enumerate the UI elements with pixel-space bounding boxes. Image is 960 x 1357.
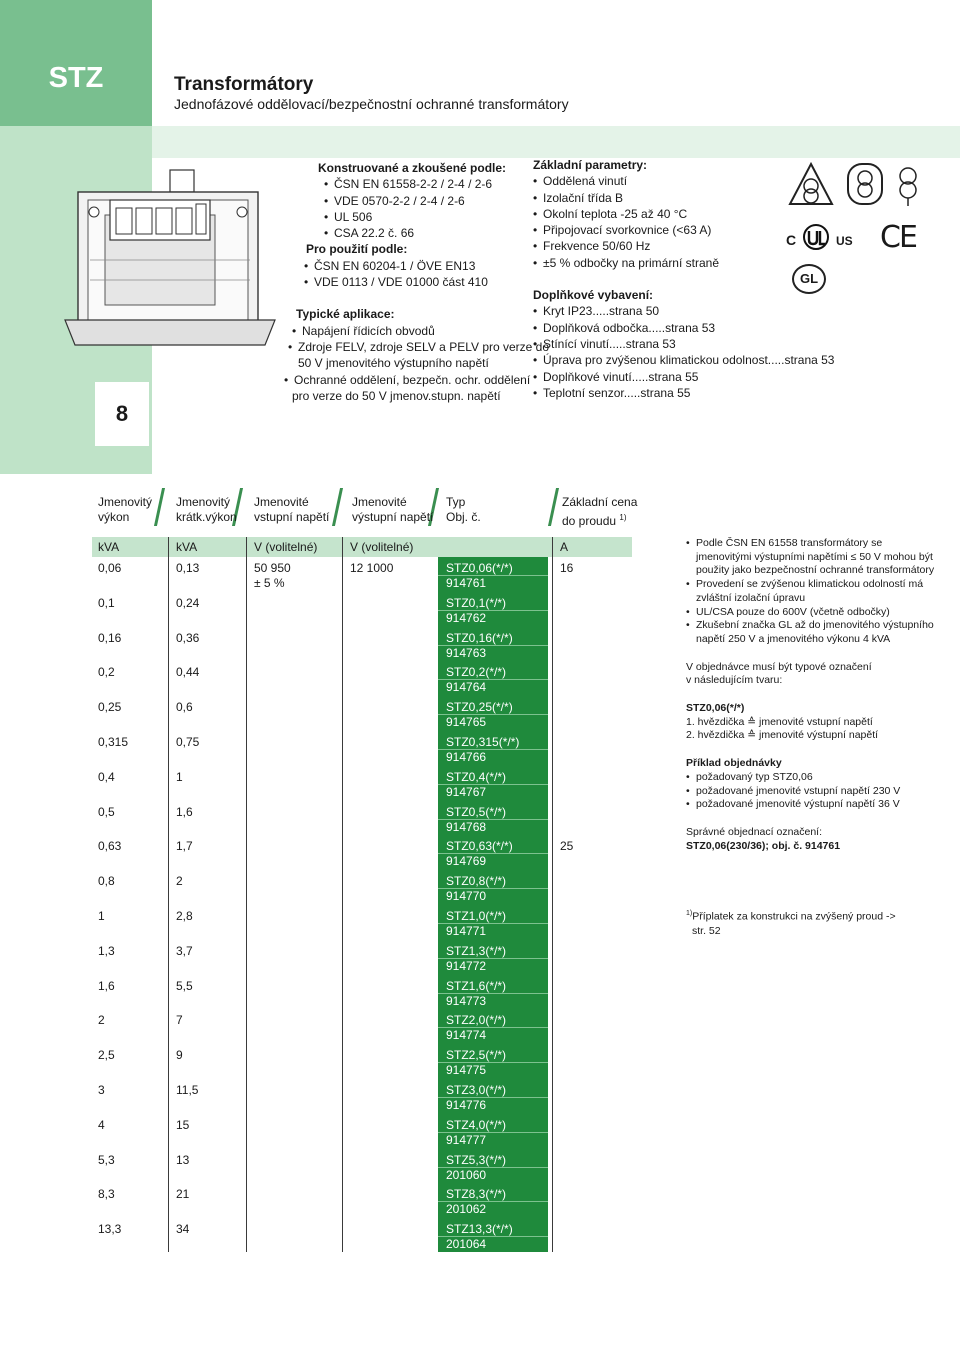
list-item: • Připojovací svorkovnice (<63 A) [533, 222, 834, 238]
column-line [342, 537, 343, 1252]
type-cell: STZ0,4(*/*) [446, 770, 507, 784]
short-power-cell: 1 [176, 770, 183, 784]
list-item: • Ochranné oddělení, bezpečn. ochr. oddělení [284, 372, 549, 388]
list-item: • ±5 % odbočky na primární straně [533, 255, 834, 271]
power-cell: 5,3 [98, 1153, 115, 1167]
type-separator [438, 993, 548, 994]
applications-list-2 [284, 372, 549, 388]
type-cell: STZ1,0(*/*) [446, 909, 507, 923]
order-number-cell: 914767 [446, 785, 487, 799]
short-power-cell: 5,5 [176, 979, 193, 993]
order-number-cell: 914763 [446, 646, 487, 660]
unit-cell: kVA [98, 540, 120, 554]
header-line: do proudu [562, 514, 617, 528]
correct-label: Správné objednací označení: [686, 825, 823, 838]
short-power-cell: 2 [176, 874, 183, 888]
type-cell: STZ0,25(*/*) [446, 700, 513, 714]
type-cell: STZ1,6(*/*) [446, 979, 507, 993]
list-item: • Napájení řídicích obvodů [292, 323, 549, 339]
order-number-cell: 201060 [446, 1168, 487, 1182]
short-power-cell: 9 [176, 1048, 183, 1062]
type-cell: STZ0,1(*/*) [446, 596, 507, 610]
list-item: • ČSN EN 61558-2-2 / 2-4 / 2-6 [324, 176, 549, 192]
col-header-type [446, 495, 481, 525]
cul-us-label: US [836, 234, 853, 248]
footnote-text: str. 52 [692, 924, 721, 937]
order-number-cell: 914777 [446, 1133, 487, 1147]
type-cell: STZ5,3(*/*) [446, 1153, 507, 1167]
footnote-text: Příplatek za konstrukci na zvýšený proud -> [692, 910, 896, 923]
order-number-cell: 201062 [446, 1202, 487, 1216]
type-cell: STZ0,16(*/*) [446, 631, 513, 645]
type-separator [438, 853, 548, 854]
unit-cell: A [560, 540, 569, 554]
order-number-cell: 914772 [446, 959, 487, 973]
type-cell: STZ4,0(*/*) [446, 1118, 507, 1132]
header-line: Jmenovité [352, 495, 407, 509]
power-cell: 4 [98, 1118, 105, 1132]
order-number-cell: 914762 [446, 611, 487, 625]
short-power-cell: 13 [176, 1153, 190, 1167]
example-item: • požadovaný typ STZ0,06 [686, 771, 936, 785]
type-cell: STZ1,3(*/*) [446, 944, 507, 958]
cul-c-label: C [786, 232, 797, 248]
order-number-cell: 914765 [446, 715, 487, 729]
chapter-number: 8 [95, 382, 149, 446]
power-cell: 3 [98, 1083, 105, 1097]
column-line [552, 537, 553, 1252]
example-heading: Příklad objednávky [686, 757, 782, 770]
power-cell: 0,63 [98, 839, 122, 853]
power-cell: 1 [98, 909, 105, 923]
order-number-cell: 914771 [446, 924, 487, 938]
type-cell: STZ0,5(*/*) [446, 805, 507, 819]
order-number-cell: 914774 [446, 1028, 487, 1042]
type-separator [438, 679, 548, 680]
basic-heading: Základní parametry: [533, 158, 648, 172]
transformer-image [60, 160, 280, 360]
list-item: • Izolační třída B [533, 190, 834, 206]
unit-cell: kVA [176, 540, 198, 554]
note-item: • Podle ČSN EN 61558 transformátory se jmenovitými výstupními napětími ≤ 50 V mohou být použity jako bezpečnostní ochranné transformátory [686, 537, 936, 578]
column-line [168, 537, 169, 1252]
type-cell: STZ13,3(*/*) [446, 1222, 513, 1236]
order-number-cell: 914761 [446, 576, 487, 590]
unit-cell: V (volitelné) [350, 540, 414, 554]
specs-left [292, 160, 550, 404]
short-power-cell: 1,6 [176, 805, 193, 819]
header-line: Jmenovité [254, 495, 309, 509]
list-item: • ČSN EN 60204-1 / ÖVE EN13 [304, 258, 549, 274]
header-line: Základní cena [562, 495, 638, 509]
type-separator [438, 645, 548, 646]
list-item: • Oddělená vinutí [533, 173, 834, 189]
list-item: • Doplňková odbočka.....strana 53 [533, 320, 834, 336]
short-power-cell: 1,7 [176, 839, 193, 853]
notes-list [686, 537, 936, 647]
order-number-cell: 914769 [446, 854, 487, 868]
type-separator [438, 575, 548, 576]
power-cell: 0,5 [98, 805, 115, 819]
header-line: Jmenovitý [98, 495, 153, 509]
col-header-price [562, 495, 637, 529]
type-cell: STZ0,2(*/*) [446, 665, 507, 679]
type-separator [438, 1062, 548, 1063]
type-separator [438, 958, 548, 959]
footnote-mark: 1) [686, 910, 693, 918]
list-item: • Zdroje FELV, zdroje SELV a PELV pro verze do [288, 339, 549, 355]
power-cell: 0,315 [98, 735, 129, 749]
example-item: • požadované jmenovité vstupní napětí 230 V [686, 785, 936, 799]
power-cell: 0,4 [98, 770, 115, 784]
ul-logo-icon [800, 224, 832, 250]
page-title: Transformátory [174, 74, 314, 95]
col-header-short-power [176, 495, 237, 525]
safety-transformer-symbols-icon [786, 160, 936, 210]
order-number-cell: 914776 [446, 1098, 487, 1112]
col-header-output-voltage [352, 495, 433, 525]
short-power-cell: 21 [176, 1187, 190, 1201]
constructed-list [300, 176, 549, 241]
note-item: • Zkušební značka GL až do jmenovitého výstupního napětí 250 V a jmenovitého výkonu 4 kVA [686, 619, 936, 646]
type-cell: STZ0,8(*/*) [446, 874, 507, 888]
unit-cell: V (volitelné) [254, 540, 318, 554]
price-cell: 25 [560, 839, 574, 853]
list-item: • Teplotní senzor.....strana 55 [533, 385, 834, 401]
applications-cont: pro verze do 50 V jmenov.stupn. napětí [292, 388, 501, 403]
order-number-cell: 914775 [446, 1063, 487, 1077]
header-line: Obj. č. [446, 510, 481, 524]
page-subtitle: Jednofázové oddělovací/bezpečnostní ochranné transformátory [174, 96, 569, 112]
short-power-cell: 0,6 [176, 700, 193, 714]
power-cell: 2,5 [98, 1048, 115, 1062]
type-cell: STZ0,06(*/*) [446, 561, 513, 575]
list-item: • VDE 0570-2-2 / 2-4 / 2-6 [324, 193, 549, 209]
power-cell: 0,2 [98, 665, 115, 679]
power-cell: 8,3 [98, 1187, 115, 1201]
list-item: • UL 506 [324, 209, 549, 225]
col-header-input-voltage [254, 495, 329, 525]
type-separator [438, 1097, 548, 1098]
star-note: 2. hvězdička ≙ jmenovité výstupní napětí [686, 729, 879, 742]
order-text: v následujícím tvaru: [686, 674, 783, 687]
short-power-cell: 2,8 [176, 909, 193, 923]
short-power-cell: 7 [176, 1013, 183, 1027]
list-item: • CSA 22.2 č. 66 [324, 225, 549, 241]
short-power-cell: 0,75 [176, 735, 200, 749]
input-tolerance-cell: ± 5 % [254, 576, 285, 590]
header-divider-slash [332, 488, 343, 526]
type-code: STZ0,06(*/*) [686, 702, 745, 715]
usage-heading: Pro použití podle: [306, 242, 408, 257]
short-power-cell: 0,24 [176, 596, 200, 610]
short-power-cell: 0,13 [176, 561, 200, 575]
footnote-ref: 1) [619, 513, 627, 522]
header-line: Jmenovitý [176, 495, 231, 509]
extra-list [533, 303, 834, 401]
type-separator [438, 819, 548, 820]
price-cell: 16 [560, 561, 574, 575]
constructed-heading: Konstruované a zkoušené podle: [318, 161, 507, 175]
power-cell: 0,06 [98, 561, 122, 575]
short-power-cell: 3,7 [176, 944, 193, 958]
ce-mark-icon: CE [880, 220, 916, 255]
type-separator [438, 1167, 548, 1168]
power-cell: 1,6 [98, 979, 115, 993]
power-cell: 0,25 [98, 700, 122, 714]
power-cell: 13,3 [98, 1222, 122, 1236]
applications-heading: Typické aplikace: [296, 307, 395, 322]
note-item: • Provedení se zvýšenou klimatickou odolností má zvláštní izolační úpravu [686, 578, 936, 605]
usage-list [300, 258, 549, 291]
type-cell: STZ0,63(*/*) [446, 839, 513, 853]
order-number-cell: 914766 [446, 750, 487, 764]
list-item: • Úprava pro zvýšenou klimatickou odolnost.....strana 53 [533, 352, 834, 368]
list-item: • Frekvence 50/60 Hz [533, 238, 834, 254]
list-item: • Doplňkové vinutí.....strana 55 [533, 369, 834, 385]
order-number-cell: 914768 [446, 820, 487, 834]
example-item: • požadované jmenovité výstupní napětí 36 V [686, 798, 936, 812]
header-line: výkon [98, 510, 130, 524]
list-item: • VDE 0113 / VDE 01000 část 410 [304, 274, 549, 290]
gl-mark-icon: GL [792, 264, 826, 294]
header-line: krátk.výkon [176, 510, 237, 524]
header-line: vstupní napětí [254, 510, 330, 524]
type-separator [438, 1027, 548, 1028]
example-list [686, 771, 936, 812]
type-cell: STZ2,0(*/*) [446, 1013, 507, 1027]
type-separator [438, 1201, 548, 1202]
type-separator [438, 923, 548, 924]
type-separator [438, 1236, 548, 1237]
output-voltage-cell: 12 1000 [350, 561, 394, 575]
short-power-cell: 11,5 [176, 1083, 199, 1097]
power-cell: 1,3 [98, 944, 115, 958]
type-separator [438, 714, 548, 715]
short-power-cell: 34 [176, 1222, 190, 1236]
header-divider [152, 126, 960, 158]
column-line [246, 537, 247, 1252]
order-text: V objednávce musí být typové označení [686, 660, 872, 673]
extra-heading: Doplňkové vybavení: [533, 288, 654, 303]
type-cell: STZ0,315(*/*) [446, 735, 520, 749]
list-item: • Okolní teplota -25 až 40 °C [533, 206, 834, 222]
type-separator [438, 888, 548, 889]
product-code: STZ [48, 62, 104, 94]
short-power-cell: 15 [176, 1118, 190, 1132]
power-cell: 0,16 [98, 631, 122, 645]
header-divider-slash [154, 488, 165, 526]
type-separator [438, 749, 548, 750]
list-item: • Kryt IP23.....strana 50 [533, 303, 834, 319]
star-note: 1. hvězdička ≙ jmenovité vstupní napětí [686, 715, 873, 728]
type-separator [438, 1132, 548, 1133]
power-cell: 0,1 [98, 596, 115, 610]
power-cell: 0,8 [98, 874, 115, 888]
note-item: • UL/CSA pouze do 600V (včetně odbočky) [686, 606, 936, 620]
cul-us-mark-icon [786, 224, 866, 250]
correct-value: STZ0,06(230/36); obj. č. 914761 [686, 839, 841, 852]
col-header-power [98, 495, 152, 525]
order-number-cell: 914773 [446, 994, 487, 1008]
order-number-cell: 201064 [446, 1237, 487, 1251]
order-number-cell: 914770 [446, 889, 487, 903]
applications-list [288, 323, 549, 356]
type-separator [438, 784, 548, 785]
input-voltage-cell: 50 950 [254, 561, 291, 575]
applications-cont: 50 V jmenovitého výstupního napětí [298, 356, 489, 371]
type-cell: STZ8,3(*/*) [446, 1187, 507, 1201]
header-divider-slash [548, 488, 559, 526]
type-cell: STZ2,5(*/*) [446, 1048, 507, 1062]
power-cell: 2 [98, 1013, 105, 1027]
order-number-cell: 914764 [446, 680, 487, 694]
list-item: • Stínící vinutí.....strana 53 [533, 336, 834, 352]
header-line: výstupní napětí [352, 510, 434, 524]
header-line: Typ [446, 495, 466, 509]
notes-column [686, 537, 936, 938]
type-separator [438, 610, 548, 611]
short-power-cell: 0,36 [176, 631, 200, 645]
type-cell: STZ3,0(*/*) [446, 1083, 507, 1097]
short-power-cell: 0,44 [176, 665, 200, 679]
